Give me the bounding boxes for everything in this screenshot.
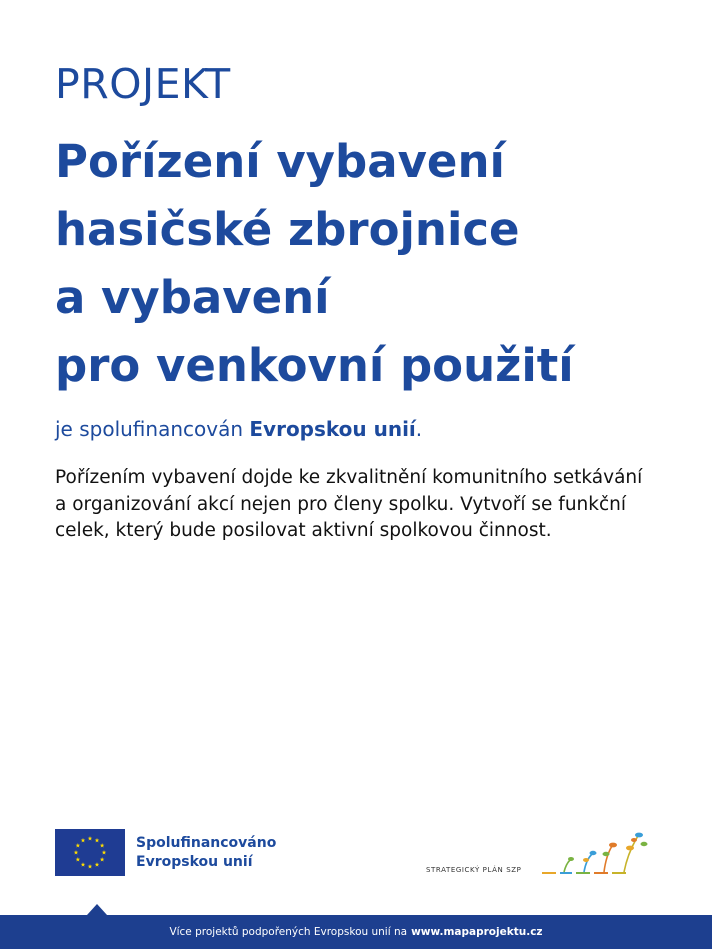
description-line: a organizování akcí nejen pro členy spolku. Vytvoří se funkční	[55, 493, 627, 515]
footer-notch	[87, 904, 107, 915]
eu-logo-text	[136, 834, 276, 872]
eu-star-icon	[74, 850, 79, 854]
strategic-plan-logo	[426, 828, 656, 880]
eu-star-icon	[88, 864, 93, 868]
eu-star-icon	[81, 862, 86, 866]
eu-star-icon	[88, 836, 93, 840]
sprouting-plants-icon	[534, 828, 656, 878]
description-line: Pořízením vybavení dojde ke zkvalitnění komunitního setkávání	[55, 467, 643, 488]
project-description	[55, 465, 685, 545]
footer-text: Více projektů podpořených Evropskou unií na	[169, 926, 408, 938]
eu-logo-line2: Evropskou unií	[136, 853, 253, 870]
title-line: pro venkovní použití	[55, 339, 574, 392]
footer-bar	[0, 915, 712, 949]
eu-star-icon	[100, 843, 105, 847]
eu-cofunded-logo	[55, 829, 276, 876]
eu-star-icon	[100, 857, 105, 861]
cofinancing-suffix: .	[415, 417, 423, 441]
eu-star-icon	[95, 838, 100, 842]
eu-star-icon	[102, 850, 107, 854]
description-line: celek, který bude posilovat aktivní spolkovou činnost.	[55, 520, 552, 541]
eu-flag-icon	[55, 829, 125, 876]
cofinancing-prefix: je spolufinancován	[55, 417, 250, 441]
eu-star-icon	[76, 843, 81, 847]
title-line: a vybavení	[55, 271, 330, 324]
eu-logo-line1: Spolufinancováno	[136, 834, 277, 851]
cofinancing-statement	[55, 417, 422, 441]
szp-logo-label: STRATEGICKÝ PLÁN SZP	[426, 866, 522, 874]
title-line: hasičské zbrojnice	[55, 203, 520, 256]
cofinancing-emphasis: Evropskou unií	[249, 417, 416, 441]
eu-star-icon	[81, 838, 86, 842]
eu-star-icon	[76, 857, 81, 861]
eu-star-icon	[95, 862, 100, 866]
title-line: Pořízení vybavení	[55, 135, 505, 188]
project-kicker: PROJEKT	[55, 60, 231, 108]
project-title	[55, 128, 695, 400]
footer-link[interactable]: www.mapaprojektu.cz	[411, 926, 543, 938]
